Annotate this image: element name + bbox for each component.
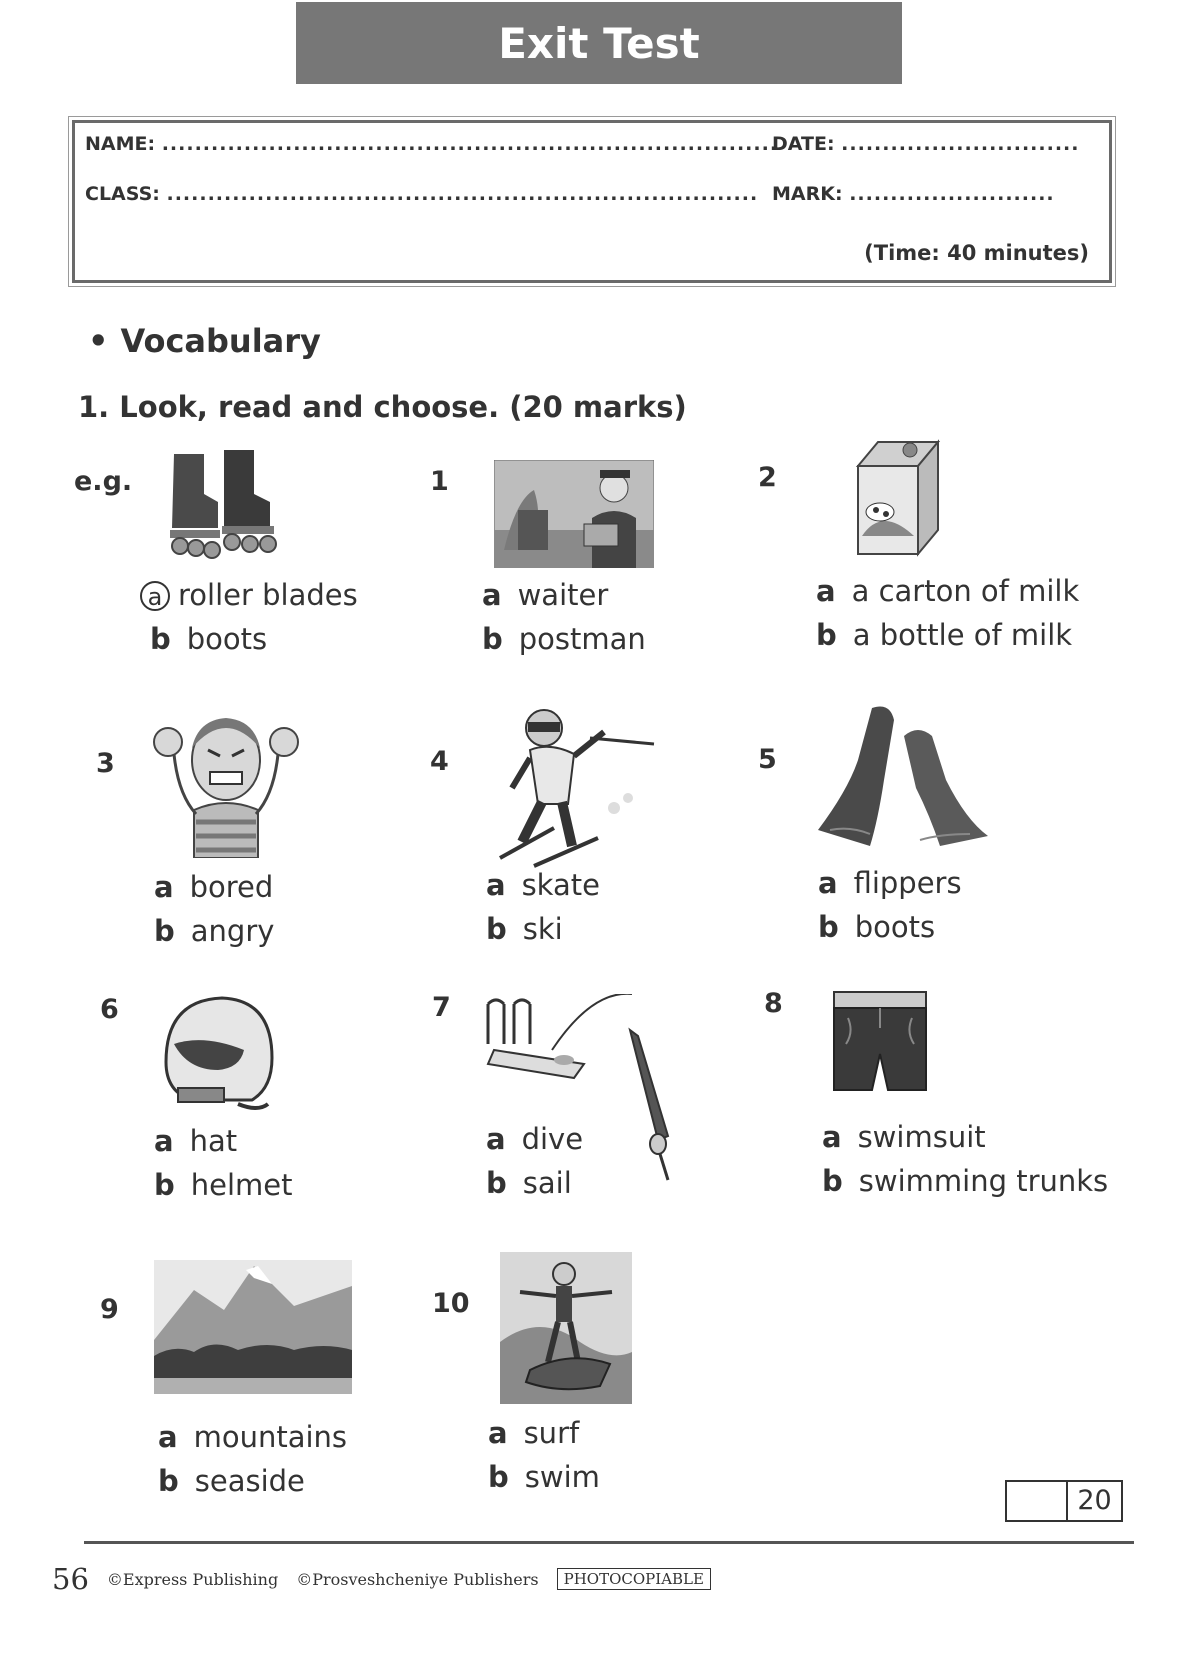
option-a-text: dive: [521, 1122, 584, 1156]
mark-label: MARK:: [772, 183, 843, 205]
section-heading: [88, 322, 321, 360]
option-b-text: boots: [854, 910, 936, 944]
class-field: [85, 183, 758, 205]
option-a-letter: a: [488, 1416, 508, 1450]
option-a-letter: a: [154, 870, 174, 904]
item-number: 3: [96, 748, 115, 779]
score-total: 20: [1077, 1485, 1112, 1516]
helmet-picture: [158, 992, 278, 1112]
publisher-express: ©Express Publishing: [106, 1569, 279, 1589]
angry-boy-picture: [144, 710, 309, 858]
option-a-letter: a: [818, 866, 838, 900]
option-a-text: hat: [189, 1124, 238, 1158]
item-number: 1: [430, 466, 449, 497]
item-number: 7: [432, 992, 451, 1023]
option-b-text: boots: [186, 622, 268, 656]
option-a-letter: a: [816, 574, 836, 608]
option-a-text: mountains: [193, 1420, 348, 1454]
option-b-text: postman: [518, 622, 646, 656]
footer-divider: [84, 1541, 1134, 1544]
option-a-text: bored: [189, 870, 274, 904]
option-b[interactable]: [482, 622, 646, 656]
option-b[interactable]: [488, 1460, 600, 1494]
option-b-text: helmet: [190, 1168, 293, 1202]
mountains-picture: [154, 1260, 352, 1394]
mark-dots: .........................: [849, 183, 1055, 205]
item-number: 2: [758, 462, 777, 493]
skier-picture: [494, 698, 664, 868]
option-b-text: ski: [522, 912, 563, 946]
option-b[interactable]: [486, 1166, 572, 1200]
option-b-letter: b: [158, 1464, 179, 1498]
option-b-text: swim: [524, 1460, 600, 1494]
student-info-box: [72, 120, 1112, 283]
option-a[interactable]: [154, 1124, 237, 1158]
option-a-letter: a: [486, 1122, 506, 1156]
item-number: 5: [758, 744, 777, 775]
circled-answer: a: [140, 581, 170, 611]
item-number: e.g.: [74, 466, 133, 497]
option-b-letter: b: [488, 1460, 509, 1494]
name-label: NAME:: [85, 133, 156, 155]
option-b-letter: b: [818, 910, 839, 944]
publisher-prosveshcheniye: ©Prosveshcheniye Publishers: [296, 1569, 539, 1589]
option-a-letter: a: [158, 1420, 178, 1454]
option-a-text: swimsuit: [857, 1120, 986, 1154]
option-b[interactable]: [154, 914, 274, 948]
name-dots: ...........................................................................: [161, 133, 779, 155]
name-field: [85, 133, 778, 155]
class-dots: ........................................................................: [166, 183, 759, 205]
option-b-letter: b: [822, 1164, 843, 1198]
option-a-text: skate: [521, 868, 600, 902]
item-number: 8: [764, 988, 783, 1019]
class-label: CLASS:: [85, 183, 160, 205]
date-field: [772, 133, 1080, 155]
option-a[interactable]: [158, 1420, 347, 1454]
task-instruction: 1. Look, read and choose. (20 marks): [78, 390, 687, 424]
milk-carton-picture: [850, 436, 968, 558]
option-b[interactable]: [158, 1464, 305, 1498]
option-a[interactable]: [486, 868, 600, 902]
page-number: 56: [52, 1562, 89, 1596]
footer: [52, 1562, 711, 1596]
flippers-picture: [810, 700, 1000, 850]
mark-field: [772, 183, 1055, 205]
photocopiable-label: PHOTOCOPIABLE: [557, 1568, 711, 1590]
option-a[interactable]: [486, 1122, 583, 1156]
option-a-text: a carton of milk: [851, 574, 1080, 608]
score-box: [1005, 1480, 1123, 1522]
option-b[interactable]: [486, 912, 563, 946]
page-title: Exit Test: [296, 2, 902, 84]
option-b[interactable]: [150, 622, 267, 656]
roller-blades-picture: [166, 444, 291, 562]
option-b-letter: b: [482, 622, 503, 656]
option-a[interactable]: [818, 866, 962, 900]
swimming-trunks-picture: [830, 988, 930, 1092]
option-b-letter: b: [154, 1168, 175, 1202]
option-a-letter: a: [482, 578, 502, 612]
item-number: 10: [432, 1288, 470, 1319]
option-b[interactable]: [818, 910, 935, 944]
option-a-text: waiter: [517, 578, 609, 612]
surfer-picture: [500, 1252, 632, 1404]
option-b-text: sail: [522, 1166, 572, 1200]
option-b-text: angry: [190, 914, 275, 948]
option-a-letter: a: [822, 1120, 842, 1154]
section-title: Vocabulary: [120, 322, 321, 360]
option-a-letter: a: [486, 868, 506, 902]
time-limit: (Time: 40 minutes): [864, 241, 1089, 265]
postman-picture: [494, 460, 654, 568]
option-b[interactable]: [154, 1168, 293, 1202]
option-a-text: surf: [523, 1416, 580, 1450]
item-number: 6: [100, 994, 119, 1025]
option-b-letter: b: [150, 622, 171, 656]
option-b-text: seaside: [194, 1464, 305, 1498]
bullet-icon: •: [88, 322, 109, 360]
score-input[interactable]: [1007, 1482, 1068, 1520]
item-number: 4: [430, 746, 449, 777]
option-a[interactable]: [488, 1416, 579, 1450]
option-b-letter: b: [816, 618, 837, 652]
option-b-text: swimming trunks: [858, 1164, 1109, 1198]
option-b-letter: b: [486, 912, 507, 946]
option-b-letter: b: [154, 914, 175, 948]
option-a[interactable]: [482, 578, 608, 612]
option-a-text: roller blades: [178, 578, 358, 612]
item-number: 9: [100, 1294, 119, 1325]
option-a[interactable]: [140, 578, 358, 612]
option-a-letter: a: [154, 1124, 174, 1158]
option-b-text: a bottle of milk: [852, 618, 1073, 652]
option-a-text: flippers: [853, 866, 962, 900]
date-dots: .............................: [841, 133, 1080, 155]
option-a[interactable]: [816, 574, 1079, 608]
option-b-letter: b: [486, 1166, 507, 1200]
date-label: DATE:: [772, 133, 835, 155]
option-a[interactable]: [154, 870, 273, 904]
option-b[interactable]: [816, 618, 1072, 652]
option-a[interactable]: [822, 1120, 986, 1154]
option-b[interactable]: [822, 1164, 1108, 1198]
